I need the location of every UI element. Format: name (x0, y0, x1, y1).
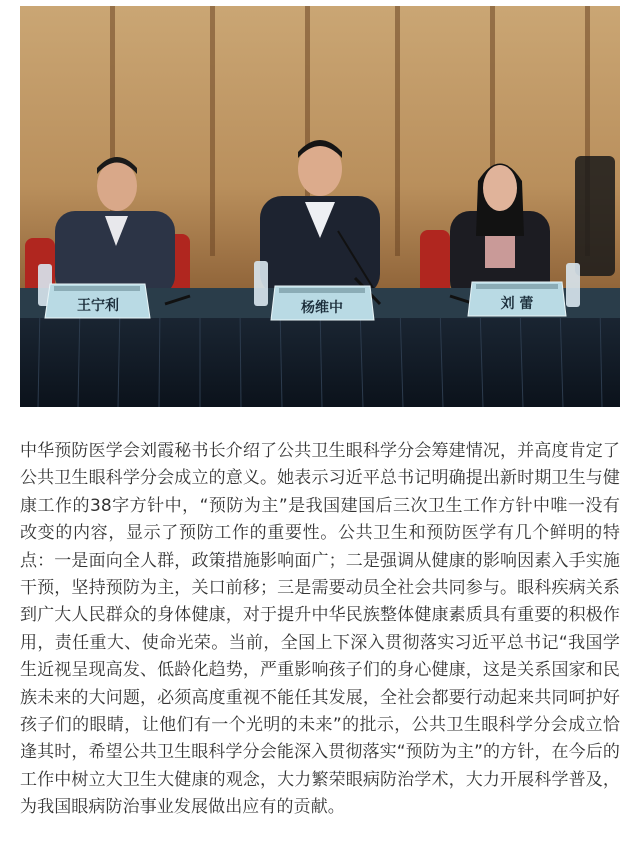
nameplate-text: 刘 蕾 (500, 296, 534, 312)
nameplate-center (271, 286, 374, 320)
nameplate-text: 王宁利 (77, 298, 119, 314)
nameplate-left (45, 284, 150, 318)
article-body (20, 438, 620, 822)
conference-photo (20, 6, 620, 407)
article-paragraph: 中华预防医学会刘霞秘书长介绍了公共卫生眼科学分会筹建情况，并高度肯定了公共卫生眼科学分会成立的意义。她表示习近平总书记明确提出新时期卫生与健康工作的38字方针中，“预防为主”是我国建国后三次卫生工作方针中唯一没有改变的内容，显示了预防工作的重要性。公共卫生和预防医学有几个鲜明的特点：一是面向全人群，政策措施影响面广；二是强调从健康的影响因素入手实施干预，坚持预防为主，关口前移；三是需要动员全社会共同参与。眼科疾病关系到广大人民群众的身体健康，对于提升中华民族整体健康素质具有重要的积极作用，责任重大、使命光荣。当前，全国上下深入贯彻落实习近平总书记“我国学生近视呈现高发、低龄化趋势，严重影响孩子们的身心健康，这是关系国家和民族未来的大问题，必须高度重视不能任其发展，全社会都要行动起来共同呵护好孩子们的眼睛，让他们有一个光明的未来”的批示，公共卫生眼科学分会成立恰逢其时，希望公共卫生眼科学分会能深入贯彻落实“预防为主”的方针，在今后的工作中树立大卫生大健康的观念，大力繁荣眼病防治学术，大力开展科学普及，为我国眼病防治事业发展做出应有的贡献。 (20, 441, 620, 818)
nameplate-right (468, 282, 566, 316)
nameplate-text: 杨维中 (301, 300, 343, 316)
